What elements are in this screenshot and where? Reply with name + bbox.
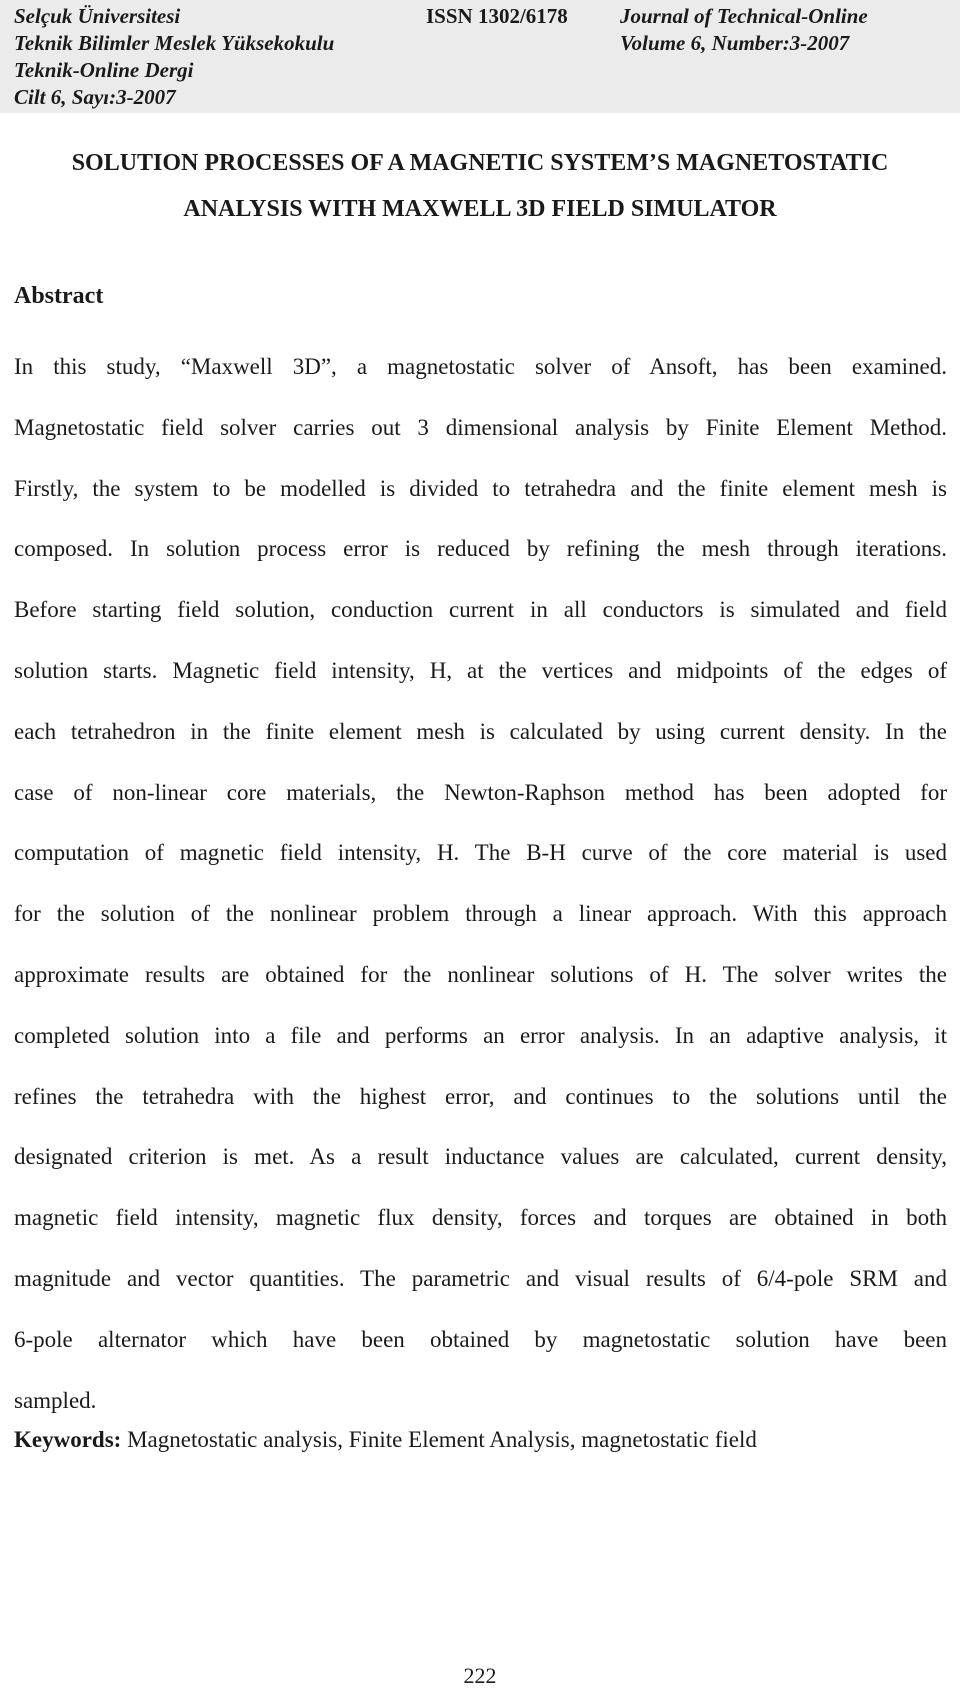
- header-issn: ISSN 1302/6178: [426, 4, 568, 28]
- abstract-heading: Abstract: [14, 283, 104, 309]
- header-left-block: [14, 3, 334, 111]
- keywords-text: Magnetostatic analysis, Finite Element Analysis, magnetostatic field: [121, 1427, 757, 1452]
- header-volume-en: Volume 6, Number:3-2007: [620, 31, 850, 55]
- abstract-line: Before starting field solution, conduction current in all conductors is simulated and field: [14, 597, 947, 623]
- abstract-line: composed. In solution process error is reduced by refining the mesh through iterations.: [14, 536, 947, 562]
- header-school: Teknik Bilimler Meslek Yüksekokulu: [14, 31, 335, 55]
- abstract-line: for the solution of the nonlinear problem through a linear approach. With this approach: [14, 901, 947, 927]
- abstract-line: magnetic field intensity, magnetic flux density, forces and torques are obtained in both: [14, 1205, 947, 1231]
- abstract-line: computation of magnetic field intensity, H. The B-H curve of the core material is used: [14, 840, 947, 866]
- paper-title: [0, 140, 960, 232]
- abstract-line: each tetrahedron in the finite element mesh is calculated by using current density. In the: [14, 718, 947, 744]
- header-right-block: [620, 3, 868, 57]
- page-number: 222: [463, 1663, 497, 1688]
- header-volume-tr: Cilt 6, Sayı:3-2007: [14, 85, 176, 109]
- abstract-line: In this study, “Maxwell 3D”, a magnetostatic solver of Ansoft, has been examined.: [14, 354, 947, 379]
- abstract-line: magnitude and vector quantities. The parametric and visual results of 6/4-pole SRM and: [14, 1265, 947, 1291]
- abstract-line: refines the tetrahedra with the highest error, and continues to the solutions until the: [14, 1083, 947, 1109]
- keywords-label: Keywords:: [14, 1427, 122, 1452]
- header-journal-tr: Teknik-Online Dergi: [14, 58, 194, 82]
- abstract-line: solution starts. Magnetic field intensity, H, at the vertices and midpoints of the edges of: [14, 657, 947, 683]
- abstract-line: Magnetostatic field solver carries out 3 dimensional analysis by Finite Element Method.: [14, 414, 947, 440]
- abstract-body: [14, 337, 947, 1431]
- abstract-line: approximate results are obtained for the nonlinear solutions of H. The solver writes the: [14, 961, 947, 987]
- journal-header: [0, 0, 960, 113]
- abstract-line: completed solution into a file and performs an error analysis. In an adaptive analysis, it: [14, 1022, 947, 1048]
- abstract-line: sampled.: [14, 1387, 97, 1413]
- keywords: [14, 1424, 757, 1456]
- abstract-line: 6-pole alternator which have been obtained by magnetostatic solution have been: [14, 1326, 947, 1352]
- paper-title-line: SOLUTION PROCESSES OF A MAGNETIC SYSTEM’S MAGNETOSTATIC: [71, 150, 889, 176]
- paper-title-line: ANALYSIS WITH MAXWELL 3D FIELD SIMULATOR: [183, 196, 777, 222]
- abstract-line: designated criterion is met. As a result inductance values are calculated, current density,: [14, 1144, 947, 1170]
- header-university: Selçuk Üniversitesi: [14, 4, 181, 28]
- abstract-line: Firstly, the system to be modelled is divided to tetrahedra and the finite element mesh is: [14, 475, 947, 501]
- abstract-line: case of non-linear core materials, the Newton-Raphson method has been adopted for: [14, 779, 947, 805]
- header-journal-en: Journal of Technical-Online: [620, 4, 868, 28]
